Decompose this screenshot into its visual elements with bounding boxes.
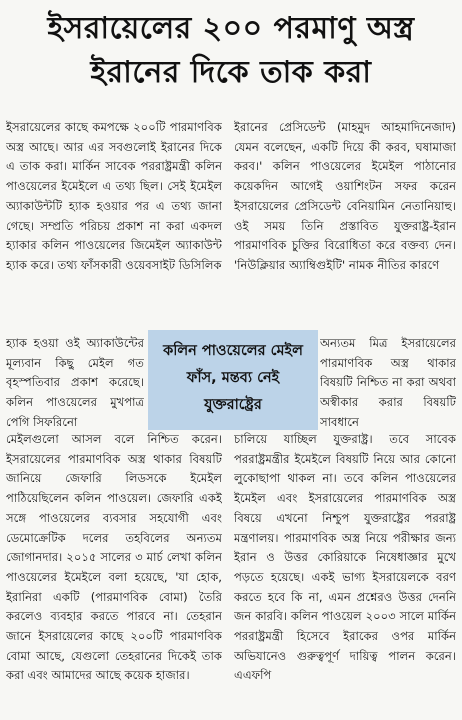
headline-line-2: ইরানের দিকে তাক করা <box>90 55 372 90</box>
paragraph: মেইলগুলো আসল বলে নিশ্চিত করেন। ইসরায়েলের পারমাণবিক অস্ত্র থাকার বিষয়টি জানিয়ে জেফারি লিডসকে ইমেইল পাঠিয়েছিলেন কলিন পাওয়েল। জেফারি একই সঙ্গে পাওয়েলের ব্যবসার সহযোগী এবং ডেমোক্রেটিক দলের তহবিলের অন্যতম জোগানদার। ২০১৫ সালের ৩ মার্চ লেখা কলিন পাওয়েলের ইমেইলে বলা হয়েছে, 'যা হোক, ইরানিরা একটি (পারমাণবিক বোমা) তৈরি করলেও ব্যবহার করতে পারবে না। তেহরান জানে ইসরায়েলের কাছে ২০০টি পারমাণবিক বোমা আছে, যেগুলো তেহরানের দিকেই তাক করা এবং আমাদের আছে কয়েক হাজার। <box>6 432 222 683</box>
paragraph: হ্যাক হওয়া ওই অ্যাকাউন্টের মূল্যবান কিছু মেইল গত বৃহস্পতিবার প্রকাশ করেছে। কলিন পাওয়েলের মুখপাত্র পেগি সিফরিনো <box>6 336 144 429</box>
pull-quote-box: কলিন পাওয়েলের মেইল ফাঁস, মন্তব্য নেই যুক্তরাষ্ট্রের <box>148 330 318 430</box>
paragraph: চালিয়ে যাচ্ছিল যুক্তরাষ্ট্র। তবে সাবেক পররাষ্ট্রমন্ত্রীর ইমেইলে বিষয়টি নিয়ে আর কোনো লুকোছাপা থাকল না। তবে কলিন পাওয়েলের ইমেইল এবং ইসরায়েলের পারমাণবিক অস্ত্র বিষয়ে এখনো নিশ্চুপ যুক্তরাষ্ট্রের পররাষ্ট্র মন্ত্রণালয়। পারমাণবিক অস্ত্র নিয়ে পরীক্ষার জন্য ইরান ও উত্তর কোরিয়াকে নিষেধাজ্ঞার মুখে পড়তে হয়েছে। একই ভাগ্য ইসরায়েলকে বরণ করতে হবে কি না, এমন প্রশ্নেরও উত্তর দেননি জন কারবি। কলিন পাওয়েল ২০০৩ সালে মার্কিন পররাষ্ট্রমন্ত্রী হিসেবে ইরাকের ওপর মার্কিন অভিযানেও গুরুত্বপূর্ণ দায়িত্ব পালন করেন। এএফপি <box>234 432 456 683</box>
column-1-bottom <box>6 430 222 720</box>
paragraph: ইরানের প্রেসিডেন্ট (মাহমুদ আহমাদিনেজাদ) যেমন বলেছেন, একটি দিয়ে কী করব, ঘষামাজা করব।' কলিন পাওয়েলের ইমেইল পাঠানোর কয়েকদিন আগেই ওয়াশিংটন সফর করেন ইসরায়েলের প্রেসিডেন্ট বেনিয়ামিন নেতানিয়াহু। ওই সময় তিনি প্রস্তাবিত যুক্তরাষ্ট্র-ইরান পারমাণবিক চুক্তির বিরোধিতা করে বক্তব্য দেন। 'নিউক্লিয়ার অ্যাম্বিগুইটি' নামক নীতির কারণে <box>234 120 456 272</box>
column-2-middle <box>320 334 456 430</box>
column-1-middle <box>6 334 144 430</box>
paragraph: ইসরায়েলের কাছে কমপক্ষে ২০০টি পারমাণবিক অস্ত্র আছে। আর এর সবগুলোই ইরানের দিকে এ তাক করা। মার্কিন সাবেক পররাষ্ট্রমন্ত্রী কলিন পাওয়েলের ইমেইলে এ তথ্য ছিল। সেই ইমেইল অ্যাকাউন্টটি হ্যাক হওয়ার পর এ তথ্য জানা গেছে। সম্প্রতি পরিচয় প্রকাশ না করা একদল হ্যাকার কলিন পাওয়েলের জিমেইল অ্যাকাউন্ট হ্যাক করে। তথ্য ফাঁসকারী ওয়েবসাইট ডিসিলিক <box>6 120 222 272</box>
column-1-top <box>6 118 222 334</box>
headline-line-1: ইসরায়েলের ২০০ পরমাণু অস্ত্র <box>47 11 415 46</box>
column-2-bottom <box>234 430 456 720</box>
paragraph: অন্যতম মিত্র ইসরায়েলের পারমাণবিক অস্ত্র থাকার বিষয়টি নিশ্চিত না করা অথবা অস্বীকার করার বিষয়টি সাবধানে <box>320 336 456 429</box>
column-2-top <box>234 118 456 334</box>
